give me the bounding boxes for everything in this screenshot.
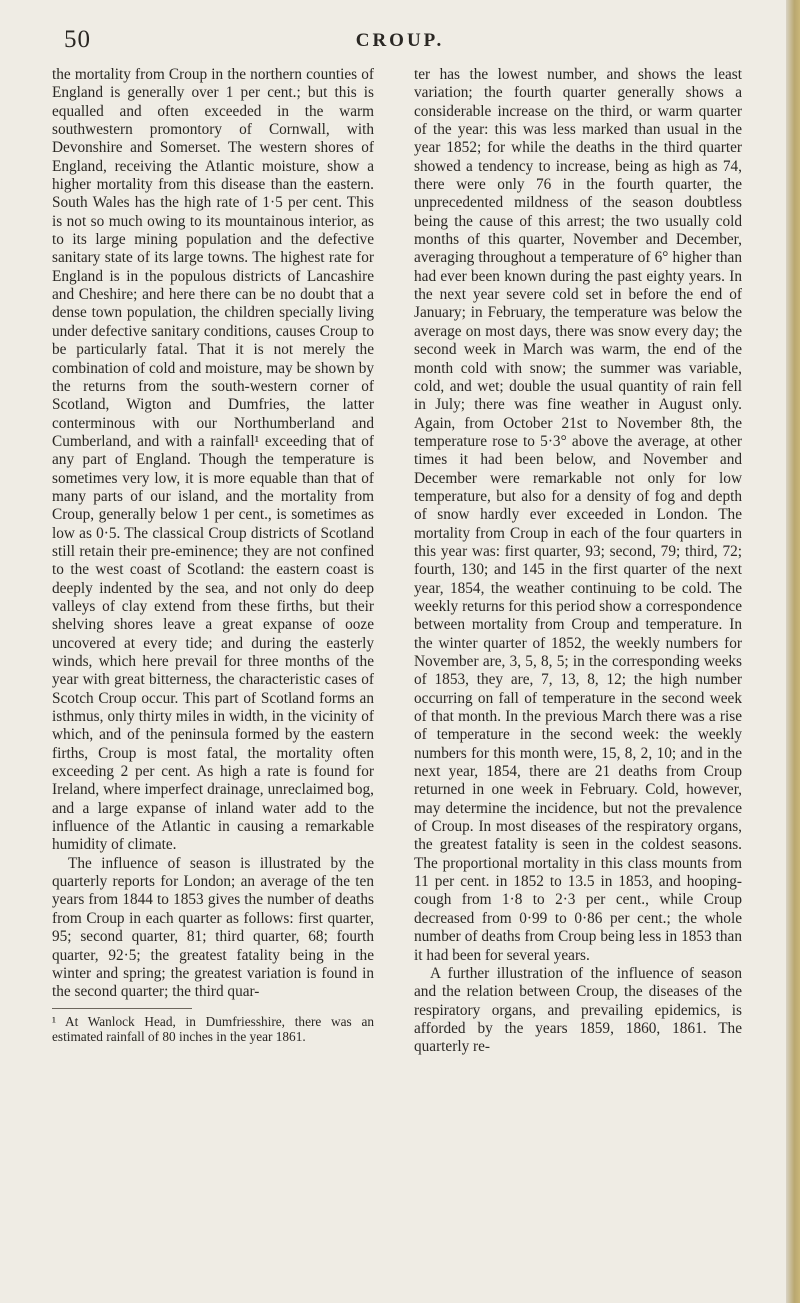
right-column <box>414 66 742 1057</box>
page-number: 50 <box>64 26 91 53</box>
page-header <box>50 22 750 56</box>
left-column <box>52 66 374 1045</box>
footnote-rule <box>52 1008 192 1009</box>
page-edge <box>786 0 800 1303</box>
running-head: CROUP. <box>355 30 445 51</box>
left-paragraph-1: the mortality from Croup in the northern counties of England is generally over 1 per cent.; but this is equalled and often exceeded in the warm southwestern promontory of Cornwall, with Devonshire and Somerset. The western shores of England, receiving the Atlantic moisture, show a higher mortality from this disease than the eastern. South Wales has the high rate of 1·5 per cent. This is not so much owing to its mountainous interior, as to its large mining population and the defective sanitary state of its large towns. The highest rate for England is in the populous districts of Lancashire and Cheshire; and here there can be no doubt that a dense town population, the children specially living under defective sanitary conditions, causes Croup to be particularly fatal. That it is not merely the combination of cold and moisture, may be shown by the returns from the south-western corner of Scotland, Wigton and Dumfries, the latter conterminous with our Northumberland and Cumberland, and with a rainfall¹ exceeding that of any part of England. Though the temperature is sometimes very low, it is more equable than that of many parts of our island, and the mortality from Croup, generally below 1 per cent., is sometimes as low as 0·5. The classical Croup districts of Scotland still retain their pre-eminence; they are not confined to the west coast of Scotland: the eastern coast is deeply indented by the sea, and not only do deep valleys of clay extend from these firths, but their shelving shores leave a great expanse of ooze uncovered at every tide; and during the easterly winds, which here prevail for three months of the year with great bitterness, the characteristic cases of Scotch Croup occur. This part of Scotland forms an isthmus, only thirty miles in width, in the vicinity of which, and of the peninsula formed by the eastern firths, Croup is most fatal, the mortality often exceeding 2 per cent. As high a rate is found for Ireland, where imperfect drainage, unreclaimed bog, and a large expanse of inland water add to the influence of the Atlantic in causing a remarkable humidity of climate. <box>52 66 374 854</box>
column-divider <box>396 66 397 1066</box>
footnote: ¹ At Wanlock Head, in Dumfriesshire, there was an estimated rainfall of 80 inches in the year 1861. <box>52 1013 374 1045</box>
left-paragraph-2: The influence of season is illustrated by the quarterly reports for London; an average of the ten years from 1844 to 1853 gives the number of deaths from Croup in each quarter as follows: first quarter, 95; second quarter, 81; third quarter, 68; fourth quarter, 92·5; the greatest fatality being in the winter and spring; the greatest variation is found in the second quarter; the third quar- <box>52 854 374 1001</box>
right-paragraph-1: ter has the lowest number, and shows the least variation; the fourth quarter generally shows a considerable increase on the third, or warm quarter of the year: this was less marked than usual in the year 1852; for while the deaths in the third quarter showed a tendency to increase, being as high as 74, there were only 76 in the fourth quarter, the unprecedented mildness of the season doubtless being the cause of this arrest; the two usually cold months of this quarter, November and December, averaging throughout a temperature of 6° higher than had ever been known during the past eighty years. In the next year severe cold set in before the end of January; in February, the temperature was below the average on most days, there was snow every day; the second week in March was warm, the end of the month cold with snow; the summer was variable, cold, and wet; double the usual quantity of rain fell in July; there was fine weather in August only. Again, from October 21st to November 8th, the temperature rose to 5·3° above the average, at other times it had been below, and November and December were remarkable not only for low temperature, but also for a density of fog and depth of snow hardly ever exceeded in London. The mortality from Croup in each of the four quarters in this year was: first quarter, 93; second, 79; third, 72; fourth, 130; and 145 in the first quarter of the next year, 1854, the weather continuing to be cold. The weekly returns for this period show a correspondence between mortality from Croup and temperature. In the winter quarter of 1852, the weekly numbers for November are, 3, 5, 8, 5; in the corresponding weeks of 1853, they are, 7, 13, 8, 12; the high number occurring on fall of temperature in the second week of that month. In the previous March there was a rise of temperature in the second week: the weekly numbers for this month were, 15, 8, 2, 10; and in the next year, 1854, there are 21 deaths from Croup returned in one week in February. Cold, however, may determine the incidence, but not the prevalence of Croup. In most diseases of the respiratory organs, the greatest fatality is seen in the coldest seasons. The proportional mortality in this class mounts from 11 per cent. in 1852 to 13.5 in 1853, and hooping-cough from 1·8 to 2·3 per cent., while Croup decreased from 0·99 to 0·86 per cent.; the whole number of deaths from Croup being less in 1853 than it had been for several years. <box>414 66 742 964</box>
right-paragraph-2: A further illustration of the influence of season and the relation between Croup, the diseases of the respiratory organs, and prevailing epidemics, is afforded by the years 1859, 1860, 1861. The quarterly re- <box>414 964 742 1056</box>
